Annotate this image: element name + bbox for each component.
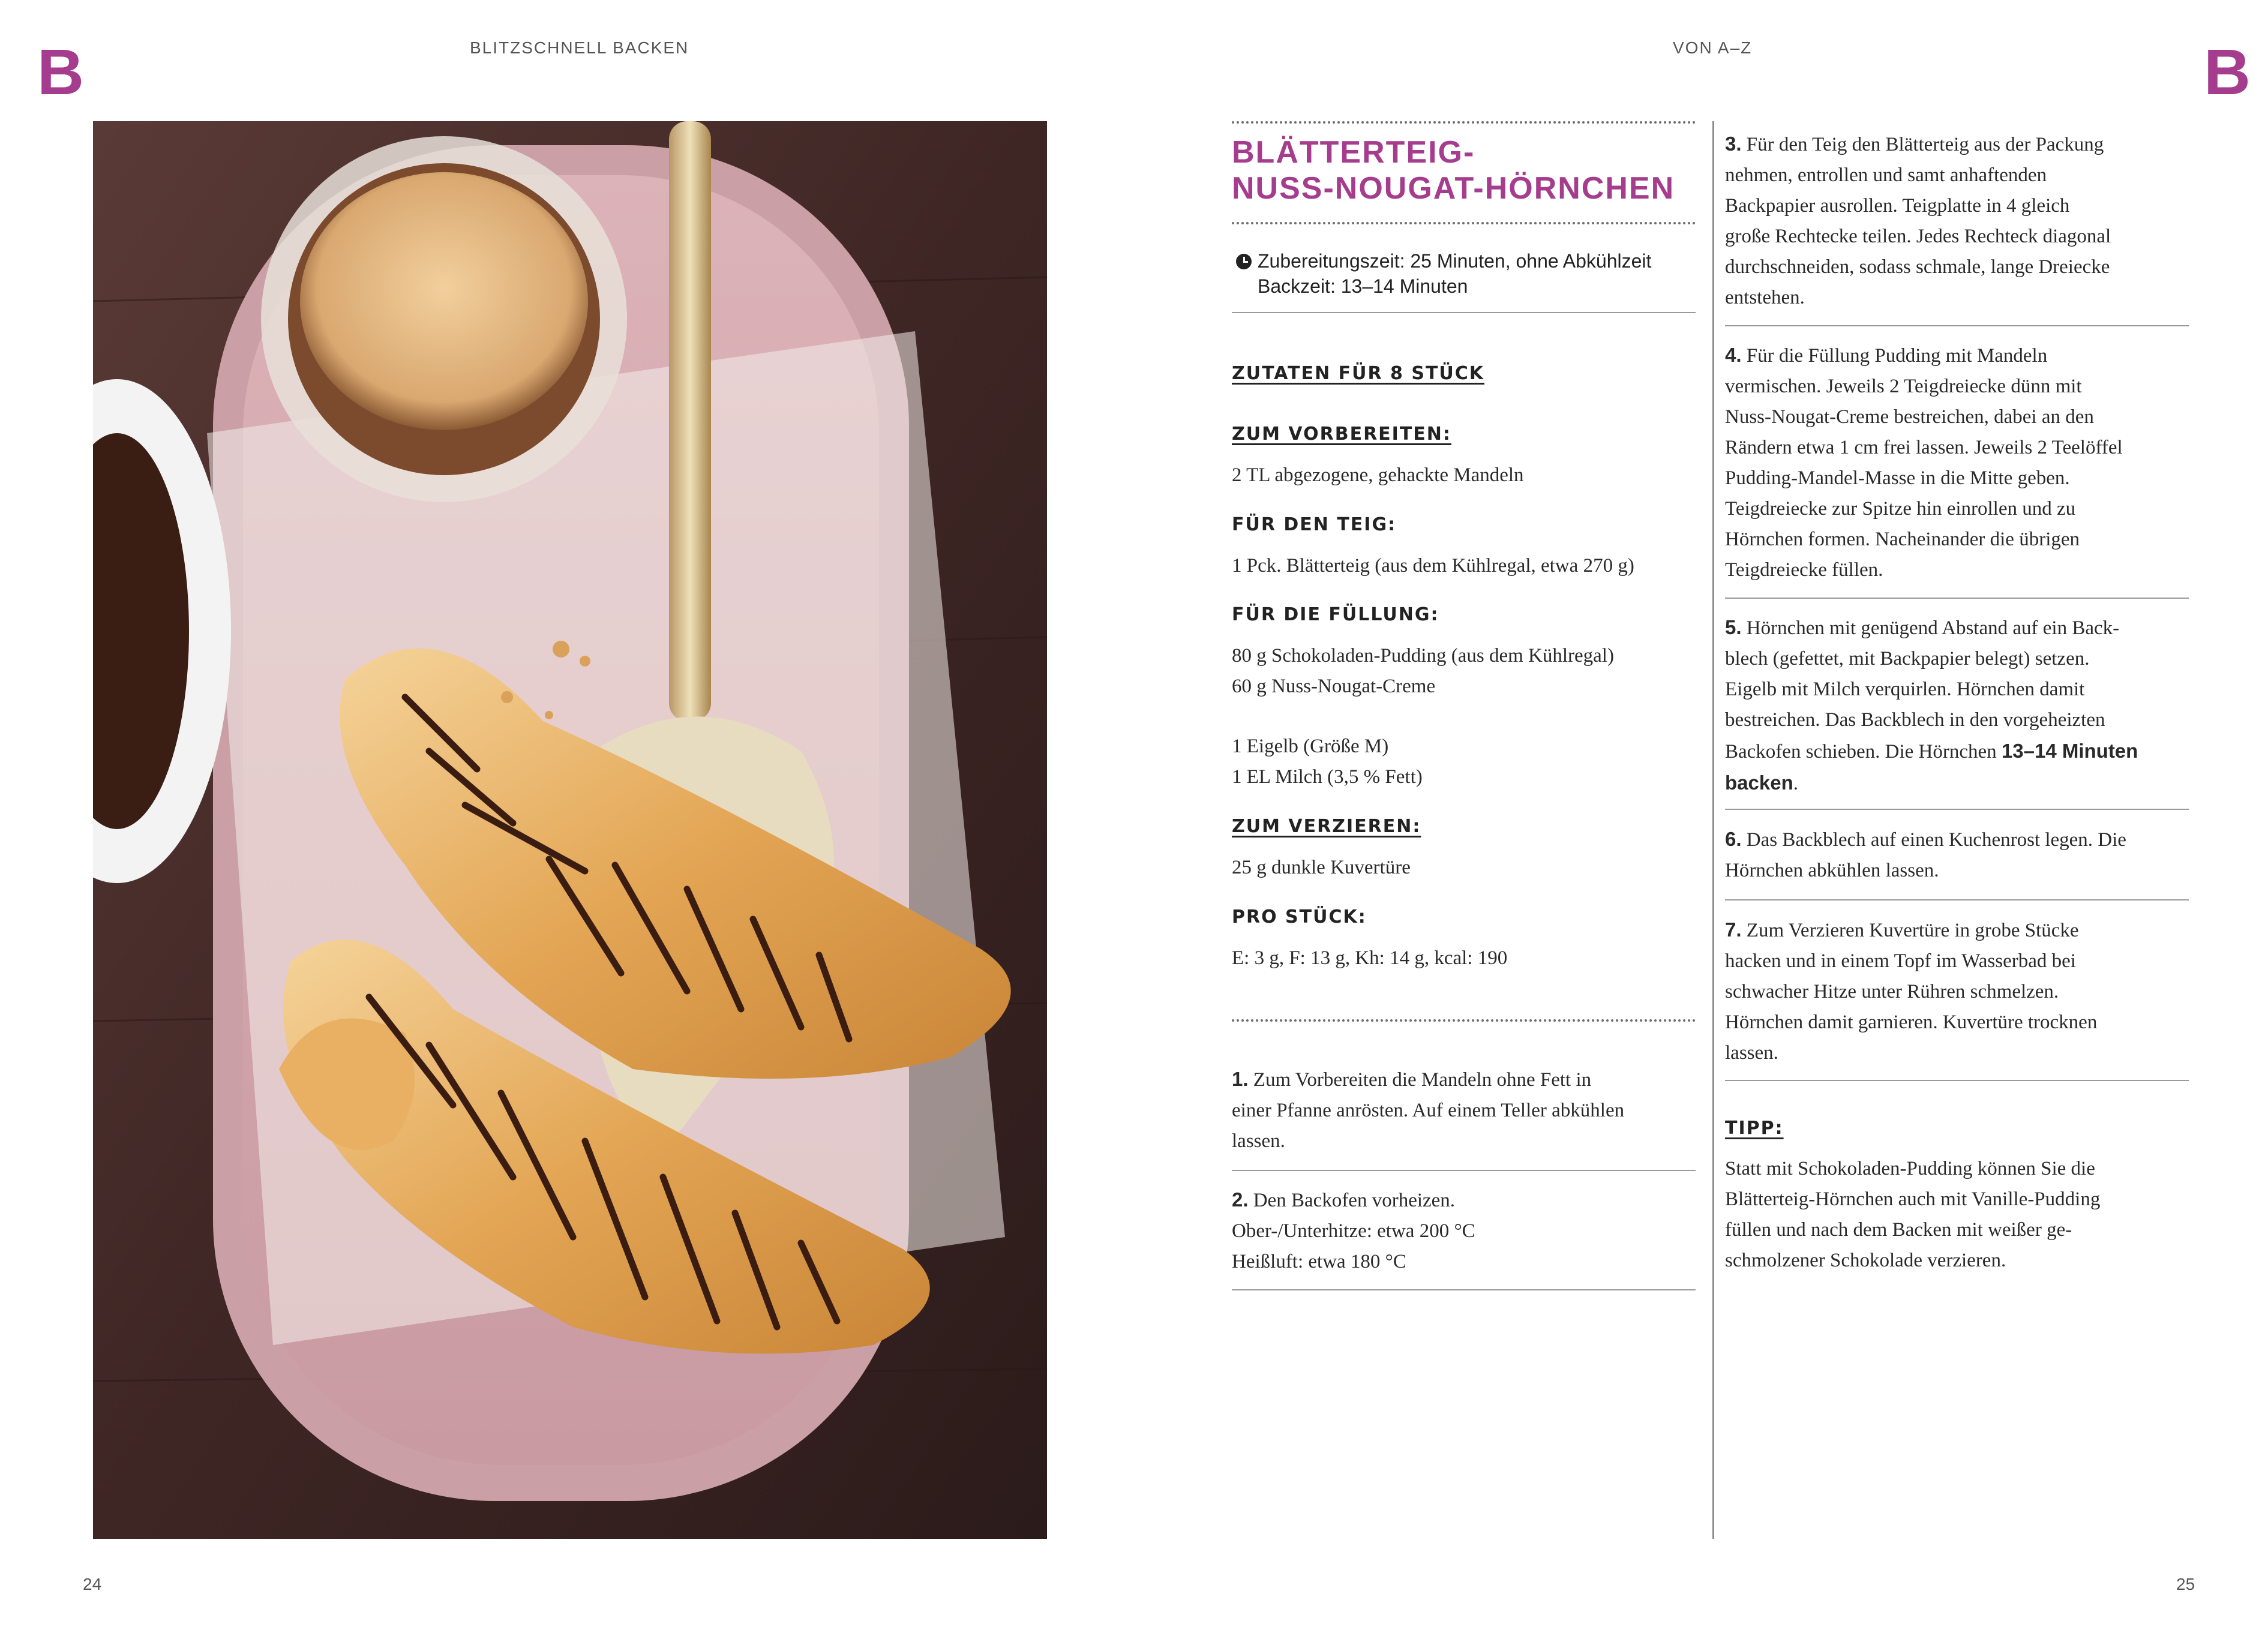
step-number: 6. xyxy=(1725,828,1742,850)
chapter-letter-left: B xyxy=(37,35,84,108)
step-rule xyxy=(1725,899,2189,900)
step-line: Ober-/Unterhitze: etwa 200 °C xyxy=(1232,1220,1475,1242)
filling-item: 1 Eigelb (Größe M) xyxy=(1232,736,1389,757)
step-line: Hörnchen mit genügend Abstand auf ein Back- xyxy=(1746,617,2120,639)
step-line: vermischen. Jeweils 2 Teigdreiecke dünn mit xyxy=(1725,376,2082,397)
tip-text xyxy=(1725,1154,2199,1276)
step-line: Hörnchen abkühlen lassen. xyxy=(1725,860,1939,881)
step-line: lassen. xyxy=(1232,1130,1285,1152)
step-line: Rändern etwa 1 cm frei lassen. Jeweils 2 Teelöffel xyxy=(1725,437,2123,458)
step-number: 1. xyxy=(1232,1068,1249,1090)
step-line: Heißluft: etwa 180 °C xyxy=(1232,1251,1406,1272)
step-line: nehmen, entrollen und samt anhaftenden xyxy=(1725,164,2047,186)
step-rule xyxy=(1725,1080,2189,1081)
bake-duration: 13–14 Minuten xyxy=(2001,740,2138,762)
running-head-right: VON A–Z xyxy=(1673,38,1753,57)
page-number-left: 24 xyxy=(83,1575,102,1593)
per-piece-values: E: 3 g, F: 13 g, Kh: 14 g, kcal: 190 xyxy=(1232,947,1508,969)
step-line: Backofen schieben. Die Hörnchen xyxy=(1725,741,1997,763)
step-line: lassen. xyxy=(1725,1042,1778,1064)
step-number: 5. xyxy=(1725,616,1742,638)
step-line: Zum Vorbereiten die Mandeln ohne Fett in xyxy=(1253,1069,1592,1091)
step-line: Teigdreiecke zur Spitze hin einrollen und zu xyxy=(1725,498,2076,520)
step-line: Nuss-Nougat-Creme bestreichen, dabei an den xyxy=(1725,406,2094,428)
step-rule xyxy=(1725,598,2189,599)
photo-illustration xyxy=(93,121,1047,1539)
bake-word: backen xyxy=(1725,772,1793,794)
step-line: Das Backblech auf einen Kuchenrost legen. Die xyxy=(1746,829,2126,851)
page-number-right: 25 xyxy=(2176,1575,2195,1593)
time-block xyxy=(1236,248,1651,299)
prep-time: Zubereitungszeit: 25 Minuten, ohne Abkühlzeit xyxy=(1258,250,1652,272)
step-line: Hörnchen damit garnieren. Kuvertüre trocknen xyxy=(1725,1011,2098,1033)
croissant-photo xyxy=(93,121,1047,1539)
step-6 xyxy=(1725,824,2199,886)
ingredients-bottom-rule xyxy=(1232,1019,1696,1022)
running-head-left: BLITZSCHNELL BACKEN xyxy=(470,38,689,57)
step-line: Pudding-Mandel-Masse in die Mitte geben. xyxy=(1725,467,2070,489)
prep-heading: ZUM VORBEREITEN: xyxy=(1232,424,1451,445)
step-rule xyxy=(1232,1170,1696,1171)
title-bottom-rule xyxy=(1232,222,1696,224)
step-1 xyxy=(1232,1064,1700,1157)
per-piece-heading: PRO STÜCK: xyxy=(1232,906,1367,927)
clock-icon xyxy=(1236,254,1252,269)
step-number: 2. xyxy=(1232,1188,1249,1211)
step-line: Teigdreiecke füllen. xyxy=(1725,559,1883,581)
step-end: . xyxy=(1793,773,1798,794)
filling-item: 1 EL Milch (3,5 % Fett) xyxy=(1232,766,1423,788)
step-line: Zum Verzieren Kuvertüre in grobe Stücke xyxy=(1746,920,2079,941)
tip-heading: TIPP: xyxy=(1725,1118,1784,1139)
step-line: Für die Füllung Pudding mit Mandeln xyxy=(1746,345,2048,367)
step-rule xyxy=(1232,1289,1696,1290)
step-line: entstehen. xyxy=(1725,287,1805,308)
step-rule xyxy=(1725,325,2189,326)
filling-item: 80 g Schokoladen-Pudding (aus dem Kühlregal) xyxy=(1232,645,1614,667)
step-line: Den Backofen vorheizen. xyxy=(1253,1190,1456,1211)
filling-item: 60 g Nuss-Nougat-Creme xyxy=(1232,676,1436,697)
step-2 xyxy=(1232,1184,1700,1277)
time-rule xyxy=(1232,312,1696,313)
step-line: hacken und in einem Topf im Wasserbad bei xyxy=(1725,950,2076,972)
title-top-rule xyxy=(1232,121,1696,124)
step-number: 7. xyxy=(1725,918,1742,941)
tip-line: Blätterteig-Hörnchen auch mit Vanille-Pudding xyxy=(1725,1188,2101,1210)
bake-time: Backzeit: 13–14 Minuten xyxy=(1258,275,1468,297)
tip-line: füllen und nach dem Backen mit weißer ge- xyxy=(1725,1219,2072,1241)
dough-heading: FÜR DEN TEIG: xyxy=(1232,514,1397,535)
tip-line: schmolzener Schokolade verzieren. xyxy=(1725,1250,2006,1271)
step-rule xyxy=(1725,809,2189,810)
prep-item: 2 TL abgezogene, gehackte Mandeln xyxy=(1232,464,1524,486)
dough-item: 1 Pck. Blätterteig (aus dem Kühlregal, etwa 270 g) xyxy=(1232,555,1634,577)
step-line: Eigelb mit Milch verquirlen. Hörnchen damit xyxy=(1725,679,2085,700)
step-line: große Rechtecke teilen. Jedes Rechteck diagonal xyxy=(1725,226,2111,247)
recipe-title-line-1: BLÄTTERTEIG- xyxy=(1232,135,1475,170)
step-line: schwacher Hitze unter Rühren schmelzen. xyxy=(1725,981,2059,1002)
step-line: Backpapier ausrollen. Teigplatte in 4 gleich xyxy=(1725,195,2070,217)
recipe-title xyxy=(1232,134,1675,206)
step-3 xyxy=(1725,128,2199,313)
step-5 xyxy=(1725,612,2199,799)
column-divider xyxy=(1712,121,1714,1539)
step-line: Hörnchen formen. Nacheinander die übrigen xyxy=(1725,529,2080,550)
step-line: einer Pfanne anrösten. Auf einem Teller abkühlen xyxy=(1232,1100,1625,1121)
filling-heading: FÜR DIE FÜLLUNG: xyxy=(1232,604,1439,625)
step-number: 4. xyxy=(1725,344,1742,366)
step-4 xyxy=(1725,340,2199,586)
step-line: durchschneiden, sodass schmale, lange Dreiecke xyxy=(1725,256,2110,278)
step-line: blech (gefettet, mit Backpapier belegt) setzen. xyxy=(1725,648,2090,670)
recipe-title-line-2: NUSS-NOUGAT-HÖRNCHEN xyxy=(1232,171,1675,206)
decor-item: 25 g dunkle Kuvertüre xyxy=(1232,857,1411,878)
step-7 xyxy=(1725,914,2199,1068)
step-line: bestreichen. Das Backblech in den vorgeheizten xyxy=(1725,709,2105,731)
tip-line: Statt mit Schokoladen-Pudding können Sie die xyxy=(1725,1158,2095,1179)
step-line: Für den Teig den Blätterteig aus der Packung xyxy=(1746,134,2104,155)
step-number: 3. xyxy=(1725,133,1742,155)
chapter-letter-right: B xyxy=(2204,35,2251,108)
decor-heading: ZUM VERZIEREN: xyxy=(1232,816,1421,837)
ingredients-heading: ZUTATEN FÜR 8 STÜCK xyxy=(1232,363,1485,384)
